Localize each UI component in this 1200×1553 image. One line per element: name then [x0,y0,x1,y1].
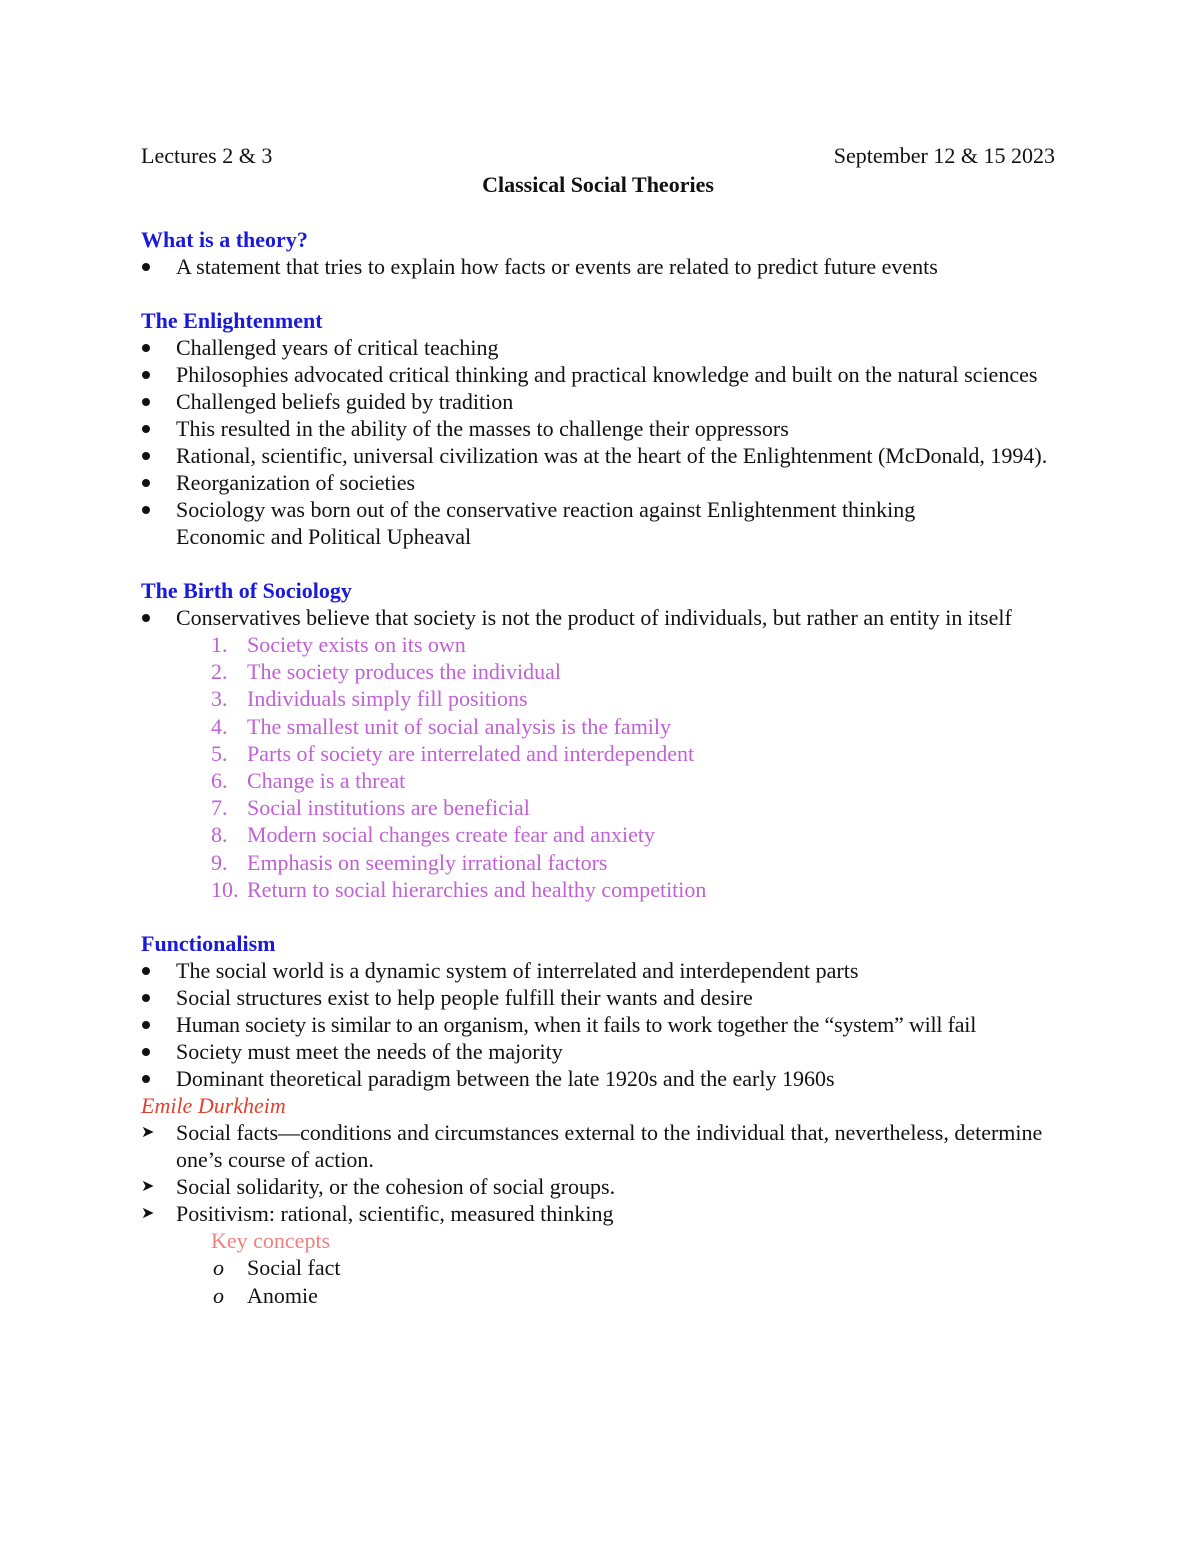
bullet-icon [142,398,150,406]
key-concepts-label: Key concepts [211,1228,331,1254]
arrowhead-bullet-icon: ➤ [141,1124,155,1142]
list-item: o Social fact [213,1255,341,1281]
section-enlightenment [141,307,1055,550]
numbered-list [141,631,1055,903]
list-item: This resulted in the ability of the masses to challenge their oppressors [141,415,1055,442]
list-item: Philosophies advocated critical thinking and practical knowledge and built on the natural sciences [141,361,1055,388]
section-birth-of-sociology [141,577,1055,903]
numbered-item: 3. Individuals simply fill positions [211,686,528,712]
bullet-icon [142,506,150,514]
date-label: September 12 & 15 2023 [833,143,1055,168]
list-item: ➤ Social facts—conditions and circumstances external to the individual that, nevertheless, determine one’s course of action. [141,1120,1043,1173]
bullet-icon [142,479,150,487]
list-item: A statement that tries to explain how facts or events are related to predict future events [141,253,1055,280]
bullet-icon [142,1021,150,1029]
list-item: The social world is a dynamic system of interrelated and interdependent parts [141,957,1055,984]
bullet-icon [142,1075,150,1083]
list-item: Challenged beliefs guided by tradition [141,388,1055,415]
circle-bullet-icon: o [213,1255,224,1281]
bullet-icon [142,425,150,433]
subheading-durkheim: Emile Durkheim [141,1093,286,1119]
list-item: Social structures exist to help people fulfill their wants and desire [141,984,1055,1011]
document-page [141,140,1055,1310]
list-item: o Anomie [213,1283,318,1309]
list-item: Rational, scientific, universal civilization was at the heart of the Enlightenment (McDonald, 1994). [141,442,1055,469]
bullet-icon [142,967,150,975]
list-item: Conservatives believe that society is not the product of individuals, but rather an entity in itself [141,604,1055,631]
section-heading: The Birth of Sociology [141,578,352,603]
numbered-item: 2. The society produces the individual [211,659,562,685]
bullet-icon [142,994,150,1002]
list-item: Sociology was born out of the conservative reaction against Enlightenment thinking Economic and Political Upheaval [141,496,1055,550]
section-heading: Functionalism [141,931,276,957]
numbered-item: 7. Social institutions are beneficial [211,795,530,821]
numbered-item: 4. The smallest unit of social analysis is the family [211,713,672,739]
bullet-list [141,334,1055,550]
bullet-icon [142,344,150,352]
arrowhead-bullet-icon: ➤ [141,1205,155,1223]
list-item: Society must meet the needs of the majority [141,1038,1055,1065]
bullet-icon [142,1048,150,1056]
numbered-item: 8. Modern social changes create fear and anxiety [211,822,656,848]
section-heading: The Enlightenment [141,308,323,333]
lecture-label: Lectures 2 & 3 [141,143,273,168]
numbered-item: 1. Society exists on its own [211,632,466,657]
arrowhead-bullet-icon: ➤ [141,1178,155,1196]
bullet-list [141,604,1055,631]
list-item: Dominant theoretical paradigm between the late 1920s and the early 1960s [141,1065,1055,1092]
list-item: Reorganization of societies [141,469,1055,496]
bullet-list [141,253,1055,280]
list-item: ➤ Social solidarity, or the cohesion of social groups. [141,1174,616,1200]
key-concepts-list [141,1254,1055,1310]
arrow-bullet-list [141,1119,1055,1227]
numbered-item: 9. Emphasis on seemingly irrational factors [211,849,608,875]
list-item: Challenged years of critical teaching [141,334,1055,361]
bullet-icon [142,452,150,460]
list-item: Human society is similar to an organism, when it fails to work together the “system” will fail [141,1011,1055,1038]
section-heading: What is a theory? [141,227,308,252]
circle-bullet-icon: o [213,1283,224,1309]
bullet-icon [142,371,150,379]
numbered-item: 6. Change is a threat [211,768,406,794]
document-title: Classical Social Theories [482,172,714,197]
numbered-item: 10. Return to social hierarchies and healthy competition [211,876,707,902]
list-item: ➤ Positivism: rational, scientific, measured thinking [141,1201,614,1227]
header-row [141,140,1055,171]
bullet-icon [142,263,150,271]
numbered-item: 5. Parts of society are interrelated and interdependent [211,740,695,766]
section-theory [141,226,1055,280]
section-functionalism [141,930,1055,1310]
bullet-icon [142,614,150,622]
bullet-list [141,957,1055,1092]
